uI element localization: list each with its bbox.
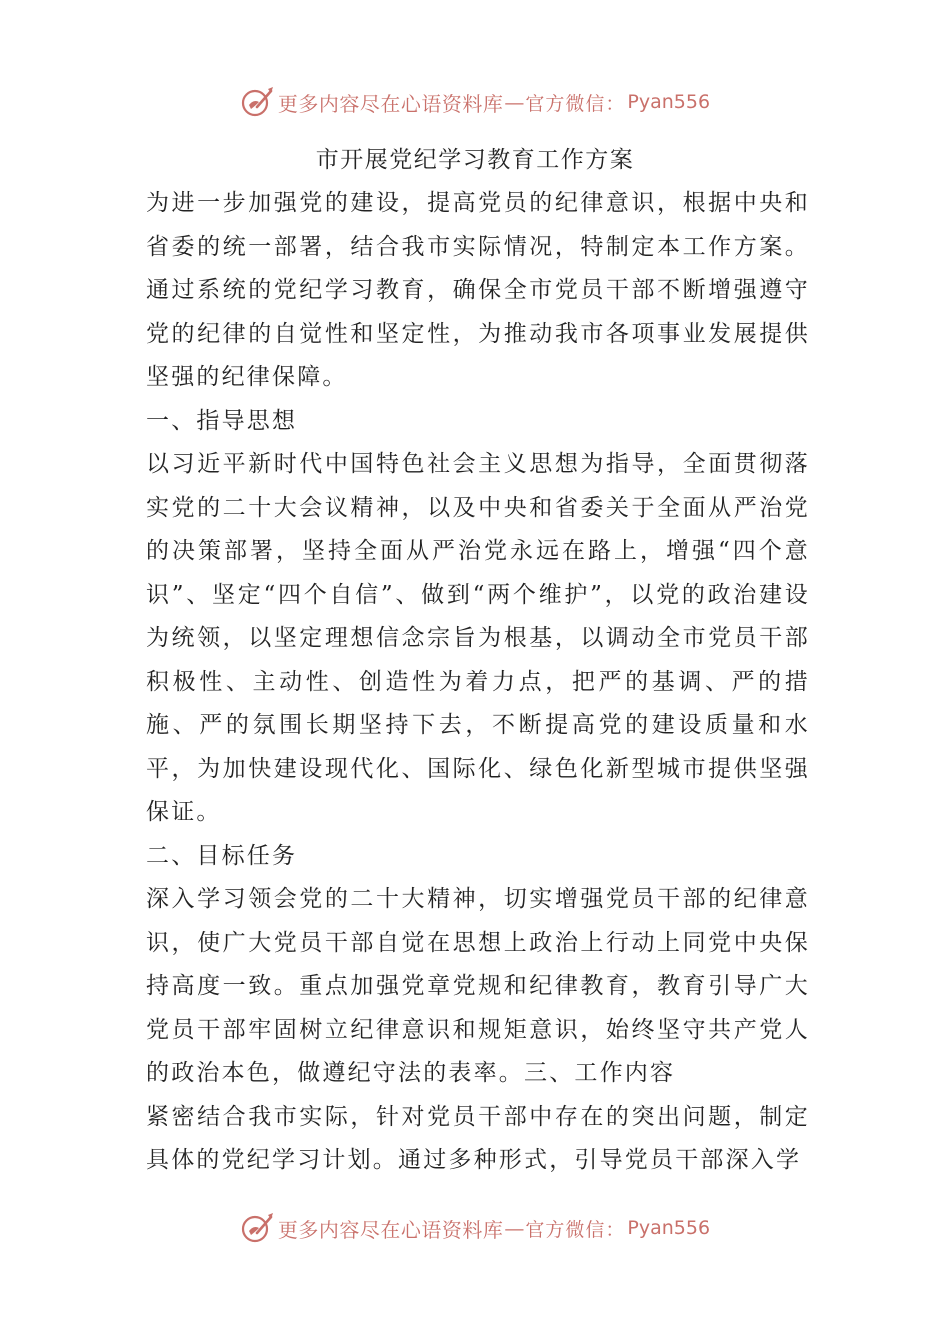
section-heading-guiding-ideology: 一、指导思想: [146, 407, 298, 434]
watermark-wechat-id: Pyan556: [627, 91, 711, 113]
paragraph-guiding-ideology: 以习近平新时代中国特色社会主义思想为指导，全面贯彻落实党的二十大会议精神，以及中央和省委关于全面从严治党的决策部署，坚持全面从严治党永远在路上，增强“四个意识”、坚定“四个自信”、做到“两个维护”，以党的政治建设为统领，以坚定理想信念宗旨为根基，以调动全市党员干部积极性、主动性、创造性为着力点，把严的基调、严的措施、严的氛围长期坚持下去，不断提高党的建设质量和水平，为加快建设现代化、国际化、绿色化新型城市提供坚强保证。: [146, 451, 810, 825]
pen-logo-icon: [240, 1211, 274, 1245]
watermark-wechat-label: 官方微信：: [525, 92, 626, 115]
watermark-wechat-id: Pyan556: [627, 1217, 711, 1239]
watermark-site-name: 更多内容尽在心语资料库: [277, 1217, 504, 1242]
footer-watermark: [0, 1208, 950, 1248]
pen-logo-icon: [240, 85, 274, 119]
paragraph-intro: 为进一步加强党的建设，提高党员的纪律意识，根据中央和省委的统一部署，结合我市实际情况，特制定本工作方案。通过系统的党纪学习教育，确保全市党员干部不断增强遵守党的纪律的自觉性和坚定性，为推动我市各项事业发展提供坚强的纪律保障。: [146, 190, 810, 390]
document-body: [146, 182, 810, 1183]
section-heading-objectives: 二、目标任务: [146, 842, 298, 869]
watermark-site-name: 更多内容尽在心语资料库: [277, 91, 504, 116]
paragraph-objectives: 深入学习领会党的二十大精神，切实增强党员干部的纪律意识，使广大党员干部自觉在思想上政治上行动上同党中央保持高度一致。重点加强党章党规和纪律教育，教育引导广大党员干部牢固树立纪律意识和规矩意识，始终坚守共产党人的政治本色，做遵纪守法的表率。三、工作内容: [146, 886, 810, 1086]
watermark-dash: —: [504, 90, 525, 114]
document-title: 市开展党纪学习教育工作方案: [315, 147, 635, 173]
header-watermark: [0, 82, 950, 122]
watermark-wechat-label: 官方微信：: [525, 1218, 626, 1241]
watermark-dash: —: [504, 1216, 525, 1240]
paragraph-work-content: 紧密结合我市实际，针对党员干部中存在的突出问题，制定具体的党纪学习计划。通过多种形式，引导党员干部深入学: [146, 1103, 810, 1173]
